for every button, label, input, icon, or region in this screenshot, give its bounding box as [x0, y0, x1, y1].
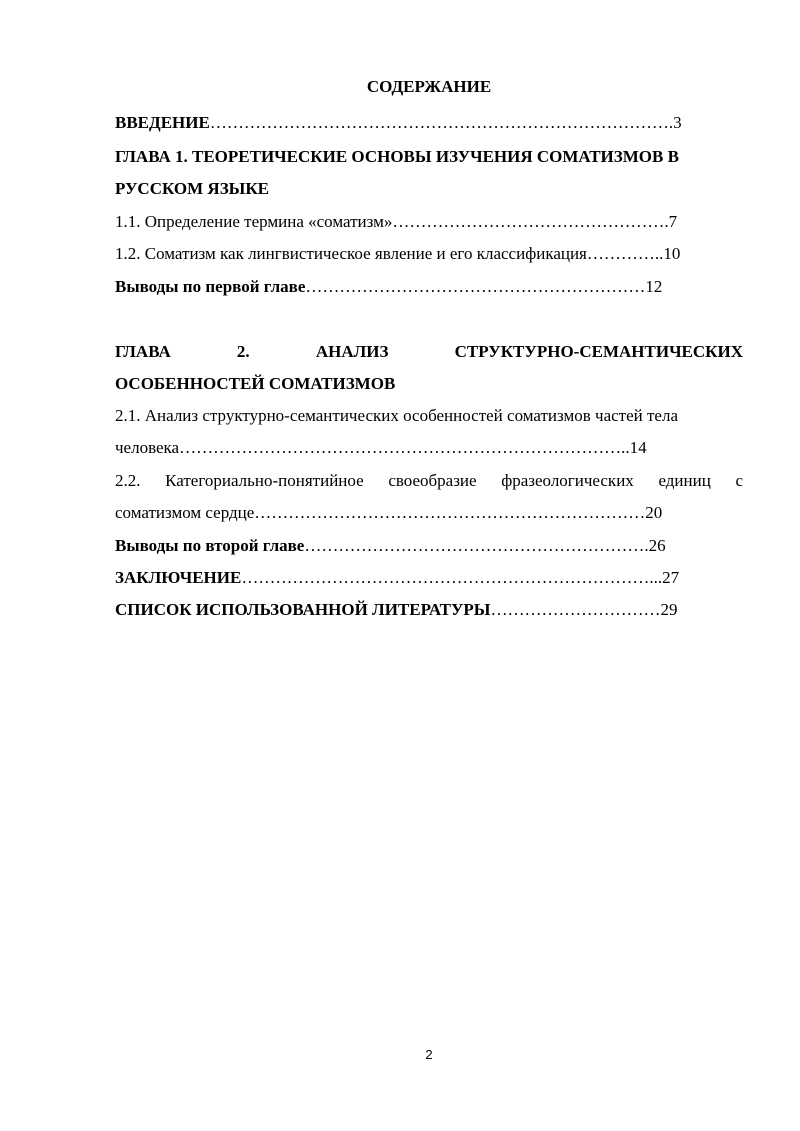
toc-title: СОДЕРЖАНИЕ	[366, 77, 492, 96]
dot-leader: ……………………………………………………………	[254, 503, 646, 522]
entry-word: единиц	[658, 471, 711, 490]
entry-page: 3	[673, 113, 682, 132]
entry-page: ..10	[654, 244, 681, 263]
page-number: 2	[425, 1047, 433, 1062]
entry-label: 1.2. Соматизм как лингвистическое явление и его классификация	[115, 244, 587, 263]
dot-leader: ……………………………………………………	[304, 536, 645, 555]
toc-chapter1-heading-line1: ГЛАВА 1. ТЕОРЕТИЧЕСКИЕ ОСНОВЫ ИЗУЧЕНИЯ СОМАТИЗМОВ В	[115, 147, 679, 166]
heading-word: АНАЛИЗ	[315, 342, 389, 361]
entry-label: Выводы по первой главе	[115, 277, 306, 296]
dot-leader: ……………………………………………………	[305, 277, 646, 296]
toc-entry-conclusion	[115, 567, 743, 589]
entry-label: СПИСОК ИСПОЛЬЗОВАННОЙ ЛИТЕРАТУРЫ	[115, 600, 491, 619]
toc-entry-intro	[115, 112, 743, 134]
entry-page: 20	[645, 503, 663, 522]
toc-chapter1-heading-line2: РУССКОМ ЯЗЫКЕ	[115, 179, 270, 198]
dot-leader: ……………………………………………………………………….	[209, 113, 674, 132]
entry-label: ВВЕДЕНИЕ	[115, 113, 210, 132]
dot-leader: ……………………………………………………………….	[241, 568, 654, 587]
heading-word: ГЛАВА	[115, 342, 171, 361]
toc-entry-2-1-line2	[115, 437, 743, 459]
toc-chapter2-heading-line1	[115, 341, 743, 363]
entry-page: 12	[645, 277, 663, 296]
entry-label: ЗАКЛЮЧЕНИЕ	[115, 568, 242, 587]
toc-entry-2-2-line2	[115, 502, 743, 524]
entry-word: Категориально-понятийное	[165, 471, 364, 490]
entry-word: своеобразие	[388, 471, 477, 490]
dot-leader: …………………………………………	[392, 212, 665, 231]
heading-word: 2.	[236, 342, 250, 361]
entry-word: 2.2.	[115, 471, 141, 490]
heading-word: СТРУКТУРНО-СЕМАНТИЧЕСКИХ	[454, 342, 743, 361]
entry-label: человека	[115, 438, 180, 457]
toc-entry-2-1-line1: 2.1. Анализ структурно-семантических особенностей соматизмов частей тела	[115, 406, 679, 425]
dot-leader: …………………………	[490, 600, 661, 619]
toc-entry-1-1	[115, 211, 743, 233]
toc-entry-chapter1-conclusions	[115, 276, 743, 298]
entry-page: ..27	[653, 568, 680, 587]
entry-page: .26	[644, 536, 666, 555]
toc-entry-chapter2-conclusions	[115, 535, 743, 557]
entry-page: 29	[660, 600, 678, 619]
entry-word: фразеологических	[501, 471, 634, 490]
dot-leader: …………………………………………………………………….	[179, 438, 626, 457]
entry-page: .7	[664, 212, 678, 231]
toc-entry-bibliography	[115, 599, 743, 621]
toc-entry-2-2-line1	[115, 470, 743, 492]
dot-leader: …………	[586, 244, 655, 263]
entry-label: соматизмом сердце	[115, 503, 255, 522]
entry-label: Выводы по второй главе	[115, 536, 305, 555]
entry-word: с	[735, 471, 743, 490]
entry-label: 1.1. Определение термина «соматизм»	[115, 212, 393, 231]
toc-entry-1-2	[115, 243, 743, 265]
entry-page: .14	[625, 438, 647, 457]
toc-chapter2-heading-line2: ОСОБЕННОСТЕЙ СОМАТИЗМОВ	[115, 374, 396, 393]
